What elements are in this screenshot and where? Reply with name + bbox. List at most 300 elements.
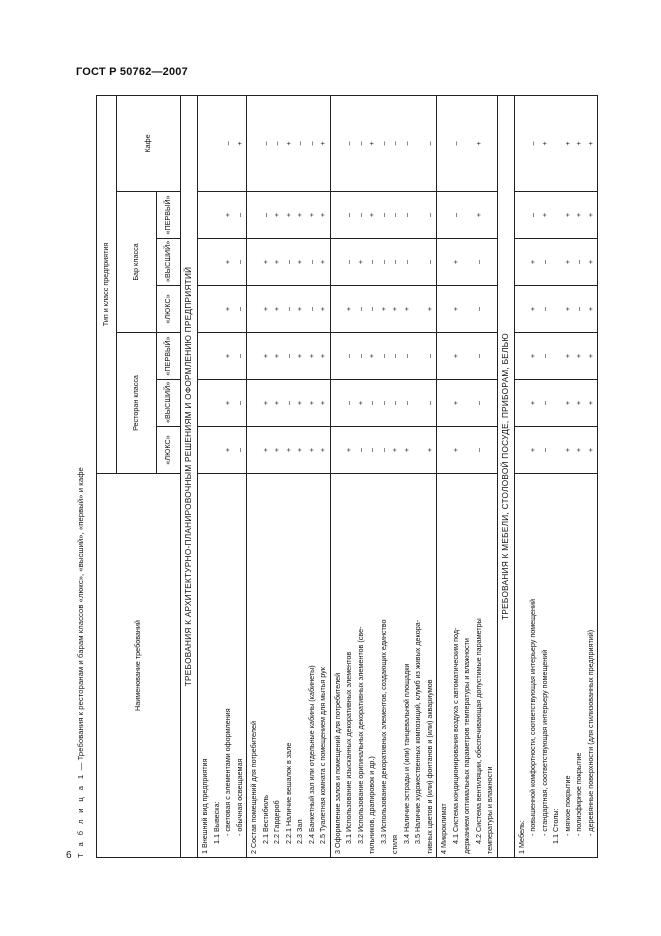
value-mark: – [574,260,583,264]
value-cell [330,380,437,427]
value-mark: + [390,447,399,453]
value-cell [198,192,247,239]
value-mark [550,286,562,332]
value-mark: – [528,141,537,146]
value-mark: – [390,213,399,217]
value-mark: – [378,401,388,405]
value-mark [461,427,473,473]
value-mark [550,239,562,285]
value-mark: – [473,354,483,358]
value-mark [211,333,223,379]
value-mark: + [539,212,549,218]
value-mark: – [424,260,434,264]
requirement-line: 1.1 Столы: [551,808,560,844]
value-mark: + [260,306,270,312]
value-mark: + [318,400,327,406]
value-mark: + [318,306,327,312]
value-mark: + [585,353,595,359]
value-mark: + [344,447,353,453]
value-mark: – [260,141,270,146]
value-mark: + [223,353,232,359]
value-mark: – [574,307,583,311]
value-mark [332,427,344,473]
value-mark: + [585,141,595,146]
value-mark [461,96,473,191]
requirement-line: 3 Оформление залов и помещений для потребителей [332,672,342,854]
value-mark: – [390,401,399,405]
value-mark: + [528,400,537,406]
requirement-line: - повышенной комфортности, соответствующая интерьеру помещений [528,599,537,836]
requirement-line: 2 Состав помещений для потребителей [249,721,258,854]
value-mark: + [401,306,411,312]
value-cell [198,95,247,191]
value-mark: + [574,212,583,218]
value-mark [461,192,473,238]
value-mark: – [450,141,460,146]
value-mark [248,380,260,426]
value-mark: – [378,213,388,217]
value-mark [332,96,344,191]
value-mark: – [539,354,549,358]
value-mark: – [295,141,304,146]
value-mark: + [528,306,537,312]
value-mark: + [574,447,583,453]
value-mark: – [355,307,365,311]
value-mark [412,239,424,285]
class-header-5: «ПЕРВЫЙ» [157,192,181,239]
value-mark: – [355,213,365,217]
value-mark: + [306,353,316,359]
value-mark [199,96,211,191]
value-cell [330,95,437,191]
value-cell [514,286,598,333]
value-mark: – [473,448,483,452]
value-mark: + [367,353,376,359]
value-mark: – [401,401,411,405]
value-mark: – [355,141,365,146]
value-mark: – [450,213,460,217]
requirement-line: - стандартная, соответствующая интерьеру помещений [539,649,549,836]
value-mark: – [306,260,316,264]
value-cell [514,192,598,239]
value-mark: + [260,353,270,359]
value-mark: + [318,353,327,359]
requirement-line: 4.1 Система кондиционирования воздуха с автоматическим под- [450,627,460,844]
value-mark: + [401,447,411,453]
value-mark: – [378,260,388,264]
value-mark [550,427,562,473]
value-mark [438,333,450,379]
table-row [330,95,437,857]
value-mark: + [574,141,583,146]
value-mark [550,333,562,379]
value-mark: + [450,447,460,453]
value-cell [247,427,331,474]
requirement-line: 1 Мебель: [516,820,526,854]
requirement-line: 2.1 Вестибюль [260,795,270,844]
table-caption [76,467,85,858]
value-mark: – [424,401,434,405]
table-row [514,95,598,857]
table-row [437,95,498,857]
class-header-2: «ПЕРВЫЙ» [157,333,181,380]
requirement-line: тильников, драпировок и др.) [367,756,376,854]
requirement-line: 2.2.1 Наличие вешалок в зале [283,742,293,844]
value-mark [248,239,260,285]
value-mark: + [450,259,460,265]
value-mark [211,427,223,473]
value-cell [198,286,247,333]
table-row [247,95,331,857]
value-mark: – [272,141,281,146]
table-caption-prefix: Т а б л и ц а 1 [76,772,85,858]
value-mark [248,286,260,332]
value-mark: – [378,354,388,358]
value-mark [550,192,562,238]
value-mark: + [283,212,293,218]
value-mark [332,380,344,426]
value-mark: + [306,447,316,453]
value-mark: + [272,306,281,312]
requirement-line: 4 Микроклимат [439,803,448,854]
value-cell [330,286,437,333]
value-mark [248,96,260,191]
value-mark: + [585,212,595,218]
value-mark: – [424,354,434,358]
value-cell [514,380,598,427]
value-mark: + [450,400,460,406]
section-title: ТРЕБОВАНИЯ К АРХИТЕКТУРНО-ПЛАНИРОВОЧНЫМ РЕШЕНИЯМ И ОФОРМЛЕНИЮ ПРЕДПРИЯТИЙ [181,95,198,857]
value-mark [332,192,344,238]
value-mark: – [367,260,376,264]
value-cell [330,239,437,286]
value-mark: – [539,307,549,311]
value-cell [247,286,331,333]
value-mark: + [450,353,460,359]
value-mark: + [528,259,537,265]
value-mark: – [306,307,316,311]
value-mark [438,239,450,285]
value-cell [330,427,437,474]
value-mark: – [401,260,411,264]
value-mark: – [378,448,388,452]
value-mark [199,380,211,426]
value-mark: – [424,213,434,217]
value-mark: + [283,447,293,453]
value-mark [461,380,473,426]
class-header-0: «ЛЮКС» [157,427,181,474]
value-cell [437,333,498,380]
value-mark: + [562,353,572,359]
value-mark [211,96,223,191]
value-mark [438,192,450,238]
value-mark: + [562,259,572,265]
value-mark [516,192,528,238]
page-number: 6 [66,850,72,861]
value-mark [199,333,211,379]
value-mark: – [528,213,537,217]
value-mark: + [344,306,353,312]
section-title: ТРЕБОВАНИЯ К МЕБЕЛИ, СТОЛОВОЙ ПОСУДЕ, ПРИБОРАМ, БЕЛЬЮ [497,95,514,857]
value-mark [412,192,424,238]
value-mark [211,286,223,332]
requirement-line: тивных цветов и (или) фонтанов и (или) аквариумов [424,679,434,854]
value-mark [461,239,473,285]
value-cell [437,427,498,474]
value-mark: + [562,306,572,312]
value-mark: – [473,307,483,311]
requirement-name [437,474,498,858]
requirement-line: - обычная освещаемая [234,758,244,836]
value-mark [199,286,211,332]
requirement-line: 3.2 Использование оригинальных декоративных элементов (све- [355,626,365,844]
value-mark: – [473,260,483,264]
value-mark: + [424,447,434,453]
document-header: ГОСТ Р 50762—2007 [76,66,188,78]
value-cell [198,333,247,380]
value-mark [412,286,424,332]
class-header-3: «ЛЮКС» [157,286,181,333]
value-mark: + [223,447,232,453]
value-cell [247,192,331,239]
value-cell [198,239,247,286]
value-mark [211,380,223,426]
value-mark [516,427,528,473]
value-mark: – [344,213,353,217]
value-mark: + [295,353,304,359]
value-mark [412,427,424,473]
value-mark [516,286,528,332]
value-mark: + [367,141,376,146]
value-mark: + [295,259,304,265]
value-mark: – [390,260,399,264]
value-mark: – [355,448,365,452]
value-mark: + [355,259,365,265]
value-mark: + [390,306,399,312]
value-mark [332,333,344,379]
value-mark [550,96,562,191]
value-mark: + [260,259,270,265]
value-mark [516,333,528,379]
requirement-line: 3.4 Наличие эстрады и (или) танцевальной площадки [401,663,411,844]
value-mark: + [234,141,244,146]
value-mark: + [367,212,376,218]
value-cell [247,95,331,191]
requirement-line: 2.5 Туалетная комната с помещением для мытья рук [318,667,327,844]
value-mark: – [390,141,399,146]
value-mark [550,380,562,426]
requirement-line: 3.1 Использование изысканных декоративных элементов [344,651,353,844]
value-mark: – [401,354,411,358]
requirement-line: 4.2 Система вентиляции, обеспечивающая допустимые параметры [473,618,483,844]
value-mark: – [473,401,483,405]
value-mark: + [272,259,281,265]
value-cell [247,239,331,286]
value-mark: + [223,259,232,265]
requirement-name [198,474,247,858]
value-mark: – [401,213,411,217]
table-row [198,95,247,857]
value-mark: – [283,307,293,311]
value-mark [248,192,260,238]
value-cell [437,380,498,427]
value-mark: + [424,306,434,312]
value-mark [516,380,528,426]
value-mark: + [260,447,270,453]
restaurant-header: Ресторан класса [117,333,157,474]
value-mark: – [539,448,549,452]
value-mark [461,333,473,379]
value-mark [438,427,450,473]
requirement-line: - мягкое покрытие [562,775,572,836]
value-mark: + [450,306,460,312]
value-mark [412,380,424,426]
value-mark [248,427,260,473]
value-mark [516,239,528,285]
value-mark: + [528,353,537,359]
value-mark: + [473,212,483,218]
value-mark: + [306,212,316,218]
value-mark: + [562,447,572,453]
requirement-line: 1.1 Вывеска: [211,801,221,844]
value-mark: + [318,212,327,218]
value-mark [199,192,211,238]
value-mark [438,380,450,426]
requirement-name [330,474,437,858]
value-mark: + [306,400,316,406]
value-mark: + [539,141,549,146]
value-mark: – [234,354,244,358]
value-mark: + [295,400,304,406]
requirement-line: держанием оптимальных параметров температуры и влажности [462,638,471,854]
value-cell [198,427,247,474]
value-cell [330,333,437,380]
value-mark: + [272,447,281,453]
rotated-table-block [76,96,595,858]
value-mark: – [344,141,353,146]
value-mark: + [318,141,327,146]
value-cell [437,239,498,286]
value-mark: – [367,307,376,311]
value-mark: – [390,354,399,358]
value-mark [516,96,528,191]
value-mark: – [539,401,549,405]
value-mark [332,286,344,332]
value-mark: – [283,401,293,405]
requirement-line: стиля [390,835,399,854]
value-mark: – [367,448,376,452]
value-mark: + [574,353,583,359]
value-mark: + [272,353,281,359]
requirement-line: 3.5 Наличие художественных композиций, клумб из живых декора- [413,619,422,844]
value-mark: + [585,447,595,453]
value-mark: – [344,260,353,264]
value-mark [199,239,211,285]
cafe-header: Кафе [117,95,181,191]
value-mark: + [585,400,595,406]
value-mark: – [401,141,411,146]
value-mark: – [283,354,293,358]
value-mark: + [562,141,572,146]
value-mark [248,333,260,379]
value-mark: – [344,401,353,405]
requirement-line: температуры и влажности [485,766,494,854]
value-mark: + [528,447,537,453]
requirement-line: 2.2 Гардероб [272,800,281,844]
value-cell [514,95,598,191]
value-mark: + [283,141,293,146]
value-mark: – [344,354,353,358]
value-cell [437,192,498,239]
value-mark: + [295,447,304,453]
value-cell [514,333,598,380]
value-mark: – [424,141,434,146]
value-mark [211,239,223,285]
value-mark [412,333,424,379]
class-header-4: «ВЫСШИЙ» [157,239,181,286]
value-mark: + [562,400,572,406]
value-mark [332,239,344,285]
class-header-1: «ВЫСШИЙ» [157,380,181,427]
value-mark: + [223,212,232,218]
value-mark: – [234,448,244,452]
requirement-line: - световая с элементами оформления [223,708,232,836]
requirement-line: - полиэфирное покрытие [574,752,583,836]
value-cell [247,380,331,427]
value-cell [437,286,498,333]
value-mark [438,96,450,191]
requirement-line: - деревянные поверхности (для стилизованных предприятий) [585,629,595,836]
requirement-line: 1 Внешний вид предприятия [200,758,209,854]
value-mark [211,192,223,238]
value-mark: + [355,400,365,406]
value-mark: + [585,259,595,265]
value-mark: + [223,306,232,312]
requirement-line: 3.3 Использование декоративных элементов, создающих единство [378,619,388,844]
value-mark: – [234,260,244,264]
value-cell [514,427,598,474]
value-mark: + [574,400,583,406]
value-mark: + [378,306,388,312]
value-mark: + [318,447,327,453]
requirement-line: 2.4 Банкетный зал или отдельные кабины (кабинеты) [306,665,316,844]
bar-header: Бар класса [117,192,157,333]
requirement-line: 2.3 Зал [295,819,304,844]
value-mark: – [306,141,316,146]
value-mark: – [539,260,549,264]
value-cell [247,333,331,380]
value-mark: + [260,400,270,406]
value-cell [330,192,437,239]
value-cell [437,95,498,191]
value-mark [461,286,473,332]
col-type-header: Тип и класс предприятия [97,95,117,473]
col-name-header: Наименование требований [97,474,181,858]
value-mark: – [234,401,244,405]
value-mark: – [234,213,244,217]
requirement-name [514,474,598,858]
value-mark: – [223,141,232,146]
value-mark: + [562,212,572,218]
value-mark: + [223,400,232,406]
value-mark [438,286,450,332]
value-mark: + [585,306,595,312]
value-mark: – [378,141,388,146]
value-mark: – [260,213,270,217]
value-mark: – [367,401,376,405]
value-mark: + [473,141,483,146]
value-cell [514,239,598,286]
